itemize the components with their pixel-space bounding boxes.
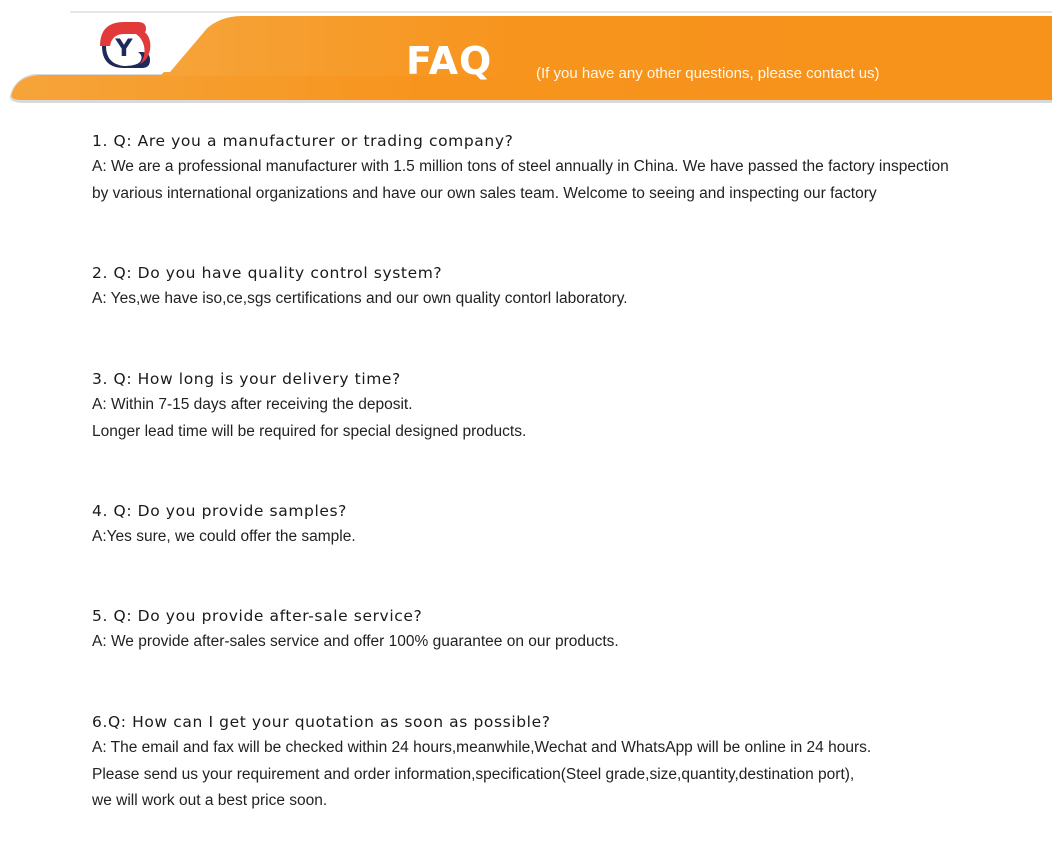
svg-text:Y: Y	[115, 34, 133, 62]
faq-answer-line: A: We provide after-sales service and offer 100% guarantee on our products.	[92, 633, 619, 650]
faq-answer-line: A: The email and fax will be checked within 24 hours,meanwhile,Wechat and WhatsApp will be online in 24 hours.	[92, 739, 872, 756]
faq-answer-line: A:Yes sure, we could offer the sample.	[92, 528, 356, 545]
faq-item	[92, 260, 1032, 313]
faq-question: 2. Q: Do you have quality control system?	[92, 264, 443, 282]
faq-item	[92, 366, 1032, 445]
faq-answer-line: A: Yes,we have iso,ce,sgs certifications and our own quality contorl laboratory.	[92, 290, 628, 307]
faq-item	[92, 498, 1032, 551]
faq-answer-line: by various international organizations and have our own sales team. Welcome to seeing and inspecting our factory	[92, 184, 877, 202]
faq-question: 3. Q: How long is your delivery time?	[92, 370, 401, 388]
page-subtitle: (If you have any other questions, please contact us)	[536, 65, 880, 82]
faq-item	[92, 603, 1032, 656]
page-title: FAQ	[406, 39, 493, 83]
faq-question: 4. Q: Do you provide samples?	[92, 502, 348, 520]
faq-answer-line: Please send us your requirement and order information,specification(Steel grade,size,quantity,destination port),	[92, 765, 855, 783]
faq-question: 6.Q: How can I get your quotation as soon as possible?	[92, 713, 551, 731]
faq-item	[92, 128, 1032, 207]
faq-banner	[0, 0, 1060, 110]
faq-answer-line: we will work out a best price soon.	[92, 792, 328, 809]
faq-question: 1. Q: Are you a manufacturer or trading company?	[92, 132, 514, 150]
banner-shape	[0, 0, 1060, 110]
faq-answer-line: A: Within 7-15 days after receiving the deposit.	[92, 396, 413, 413]
yd-logo-icon	[94, 16, 154, 72]
faq-answer-line: A: We are a professional manufacturer with 1.5 million tons of steel annually in China. We have passed the factory inspection	[92, 158, 949, 175]
faq-item	[92, 709, 1032, 815]
faq-question: 5. Q: Do you provide after-sale service?	[92, 607, 423, 625]
faq-answer-line: Longer lead time will be required for special designed products.	[92, 422, 527, 440]
